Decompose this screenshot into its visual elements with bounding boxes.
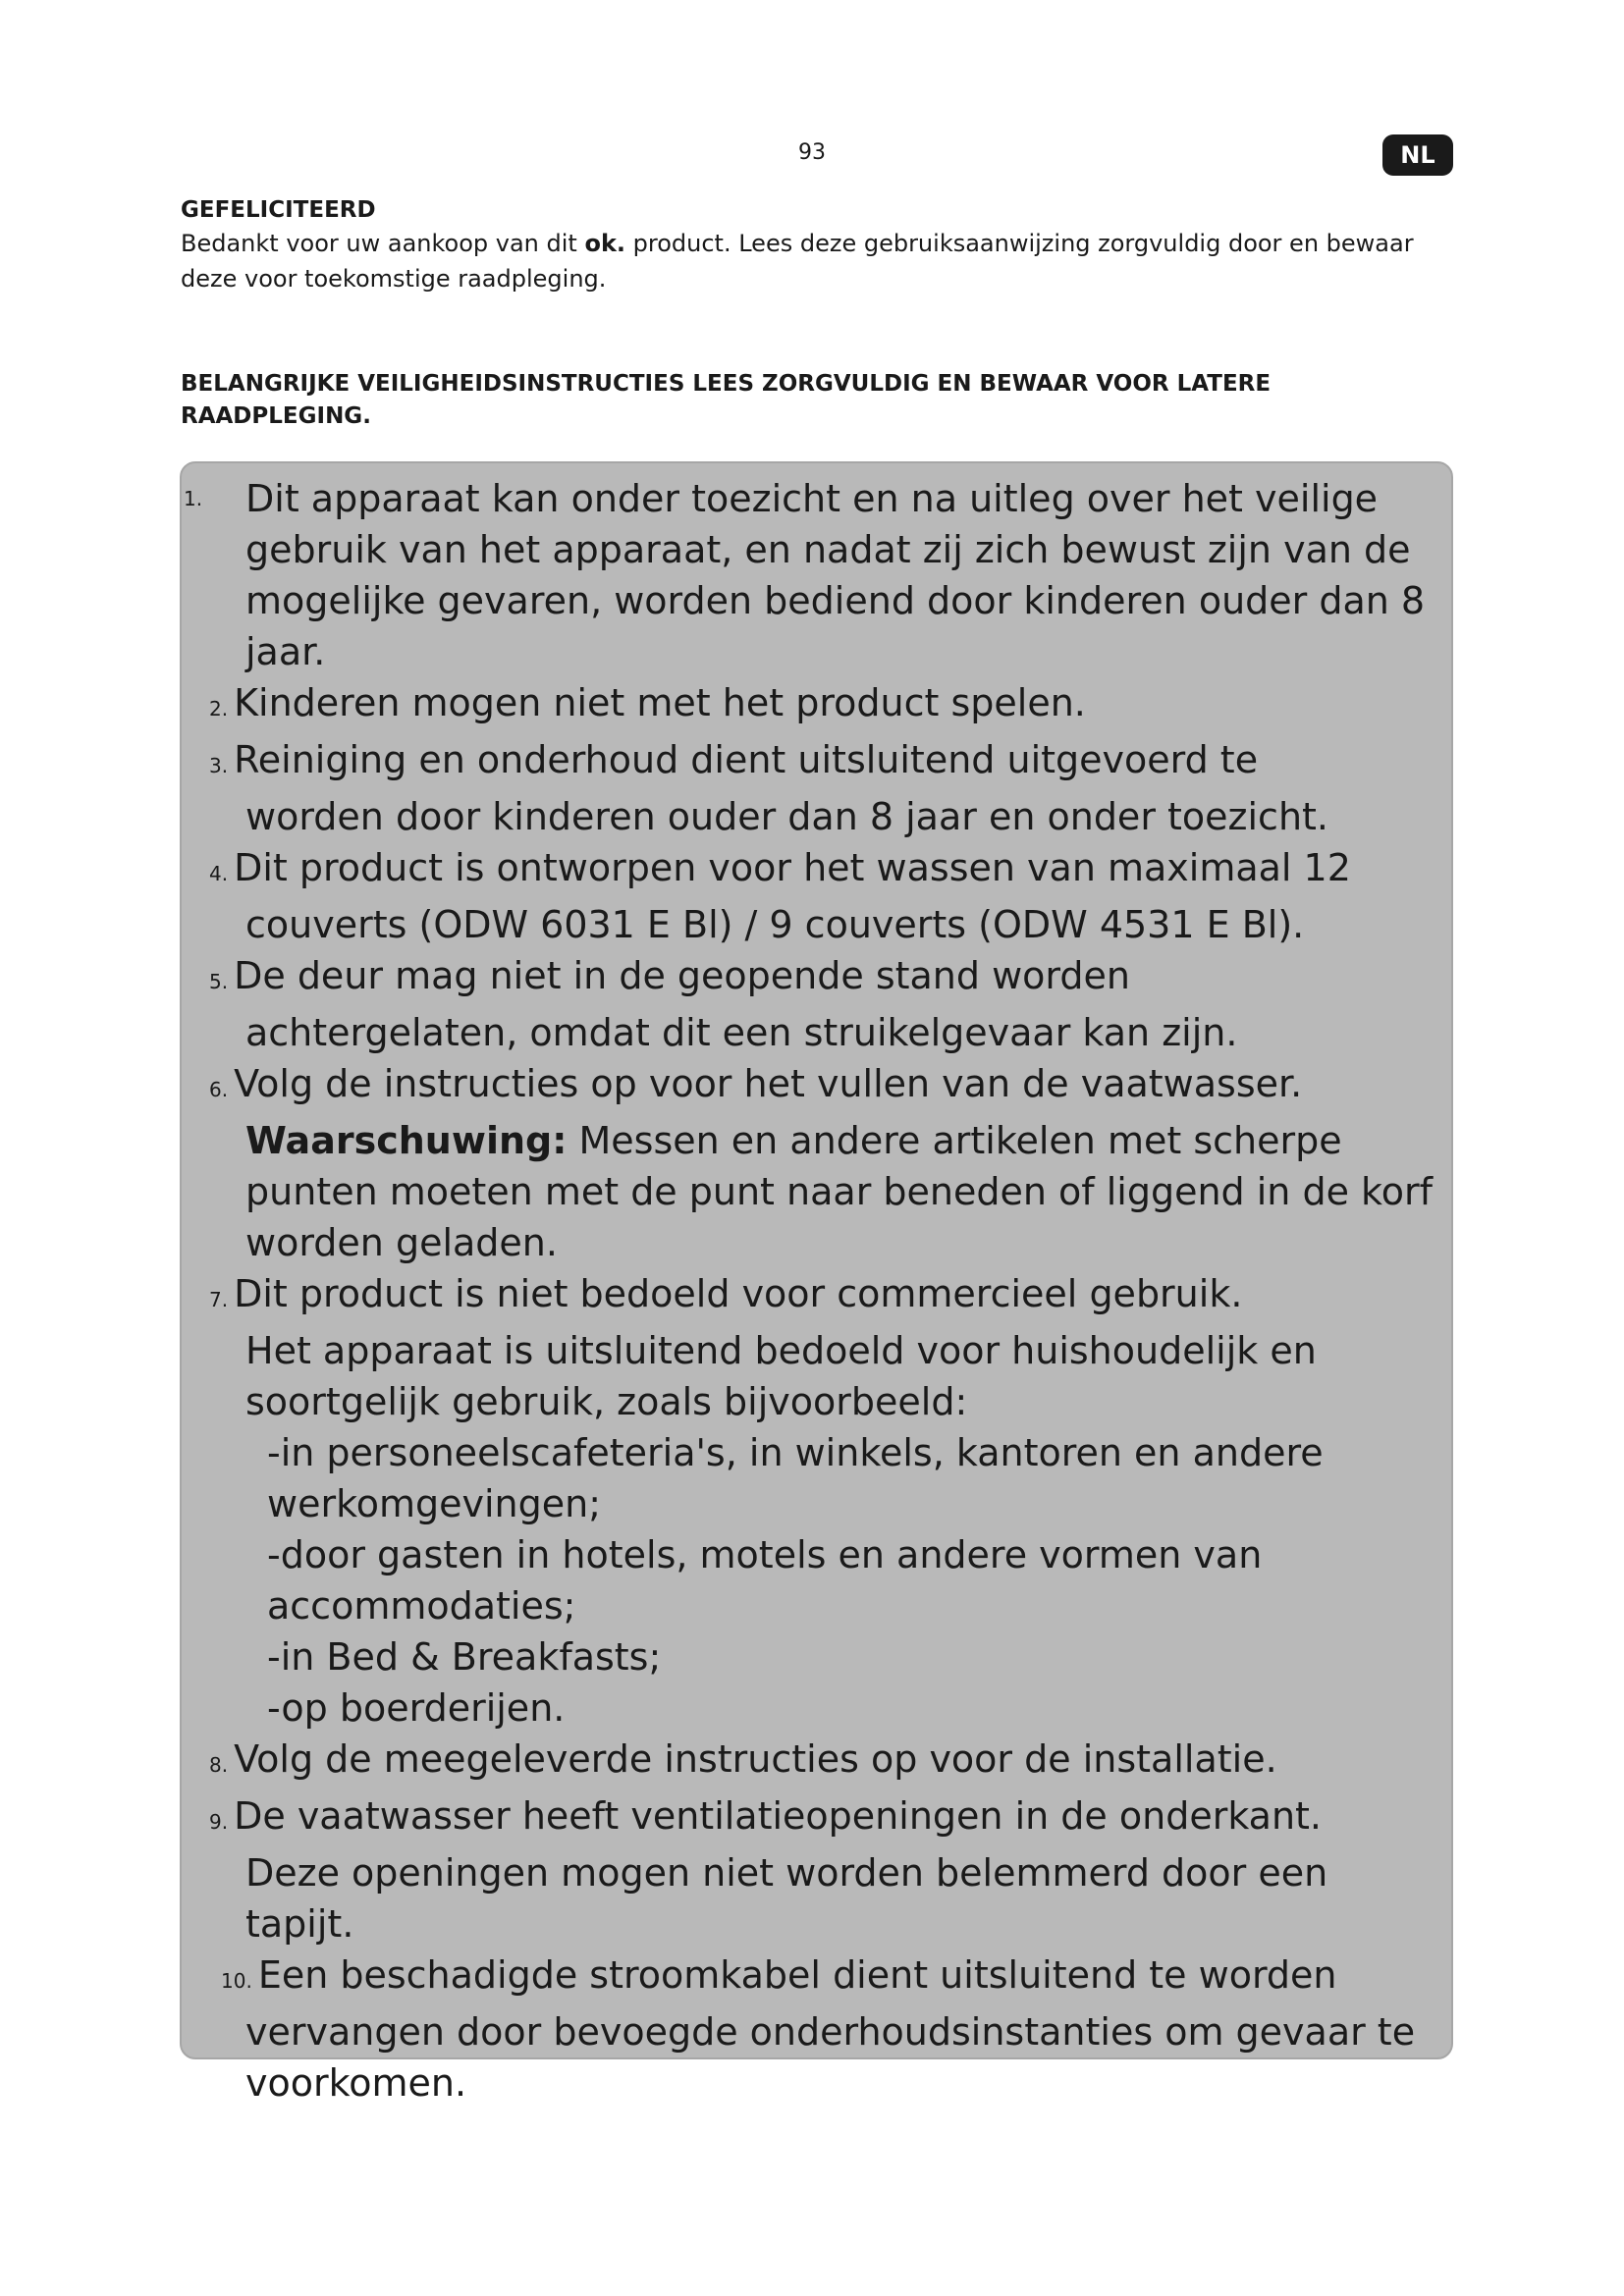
- item-text-first: Dit product is niet bedoeld voor commercieel gebruik.: [234, 1272, 1243, 1315]
- item-text: Dit apparaat kan onder toezicht en na uitleg over het veilige gebruik van het apparaat, en nadat zij zich bewust zijn van de mogelijke gevaren, worden bediend door kinderen ouder dan 8 jaar.: [245, 477, 1426, 673]
- warning-block: [207, 1115, 1441, 1268]
- safety-list: [182, 473, 1451, 2109]
- warning-label: Waarschuwing:: [245, 1119, 568, 1162]
- item-number: 10.: [221, 1969, 252, 1993]
- item-number: 2.: [209, 697, 229, 721]
- safety-instructions-box: [180, 461, 1453, 2105]
- sub-item: -in personeelscafeteria's, in winkels, kantoren en andere werkomgevingen;: [267, 1431, 1324, 1525]
- item-number: 4.: [209, 862, 229, 885]
- safety-item: [182, 1268, 1451, 1734]
- item-text-rest: vervangen door bevoegde onderhoudsinstanties om gevaar te voorkomen.: [245, 2010, 1416, 2105]
- safety-item: [182, 1790, 1451, 1949]
- intro-text-end: product. Lees deze gebruiksaanwijzing zorgvuldig door en bewaar deze voor toekomstige raadpleging.: [181, 230, 1414, 293]
- safety-item: [182, 473, 1451, 677]
- item-text: Kinderen mogen niet met het product spelen.: [234, 681, 1086, 724]
- item-text-first: Volg de meegeleverde instructies op voor de installatie.: [234, 1737, 1277, 1781]
- item-text-first: Een beschadigde stroomkabel dient uitsluitend te worden: [257, 1953, 1337, 1997]
- safety-item: [182, 677, 1451, 734]
- sub-item: -in Bed & Breakfasts;: [267, 1635, 662, 1679]
- brand-name: ok.: [584, 230, 626, 257]
- sub-item: -door gasten in hotels, motels en andere vormen van accommodaties;: [267, 1533, 1263, 1628]
- item-text-first: De deur mag niet in de geopende stand worden: [234, 954, 1130, 997]
- intro-heading: GEFELICITEERD: [181, 197, 376, 223]
- item-text-first: Reiniging en onderhoud dient uitsluitend uitgevoerd te: [234, 738, 1259, 781]
- item-text-first: De vaatwasser heeft ventilatieopeningen in de onderkant.: [234, 1794, 1323, 1838]
- item-number: 7.: [209, 1288, 229, 1311]
- safety-item: [182, 842, 1451, 950]
- item-text-first: Dit product is ontworpen voor het wassen van maximaal 12: [234, 846, 1351, 889]
- safety-item: [182, 950, 1451, 1058]
- safety-heading: BELANGRIJKE VEILIGHEIDSINSTRUCTIES LEES ZORGVULDIG EN BEWAAR VOOR LATERE RAADPLEGING.: [181, 371, 1272, 429]
- safety-item: [182, 734, 1451, 842]
- page-number: 93: [798, 140, 826, 165]
- item-number: 9.: [209, 1810, 229, 1834]
- item-number: 3.: [209, 754, 229, 777]
- item-text-rest: worden door kinderen ouder dan 8 jaar en onder toezicht.: [245, 795, 1329, 838]
- item-text-rest: Deze openingen mogen niet worden belemmerd door een tapijt.: [245, 1851, 1328, 1946]
- intro-text: [181, 226, 1457, 296]
- item-text-rest: Het apparaat is uitsluitend bedoeld voor huishoudelijk en soortgelijk gebruik, zoals bijvoorbeeld:: [245, 1329, 1317, 1423]
- item-number: 1.: [184, 487, 203, 510]
- item-text-rest: achtergelaten, omdat dit een struikelgevaar kan zijn.: [245, 1011, 1238, 1054]
- intro-text-start: Bedankt voor uw aankoop van dit: [181, 230, 585, 257]
- language-badge: NL: [1382, 134, 1453, 176]
- safety-item: [182, 1058, 1451, 1268]
- sub-item: -op boerderijen.: [267, 1686, 566, 1730]
- item-text-first: Volg de instructies op voor het vullen van de vaatwasser.: [234, 1062, 1303, 1105]
- safety-item: [182, 1734, 1451, 1790]
- item-number: 6.: [209, 1078, 229, 1101]
- safety-item: [182, 1949, 1451, 2109]
- item-number: 5.: [209, 970, 229, 993]
- warning-text: Messen en andere artikelen met scherpe punten moeten met de punt naar beneden of liggend in de korf worden geladen.: [245, 1119, 1433, 1264]
- item-text-rest: couverts (ODW 6031 E Bl) / 9 couverts (ODW 4531 E Bl).: [245, 903, 1305, 946]
- sub-list: [207, 1427, 1441, 1734]
- item-number: 8.: [209, 1753, 229, 1777]
- intro-section: [181, 194, 1457, 296]
